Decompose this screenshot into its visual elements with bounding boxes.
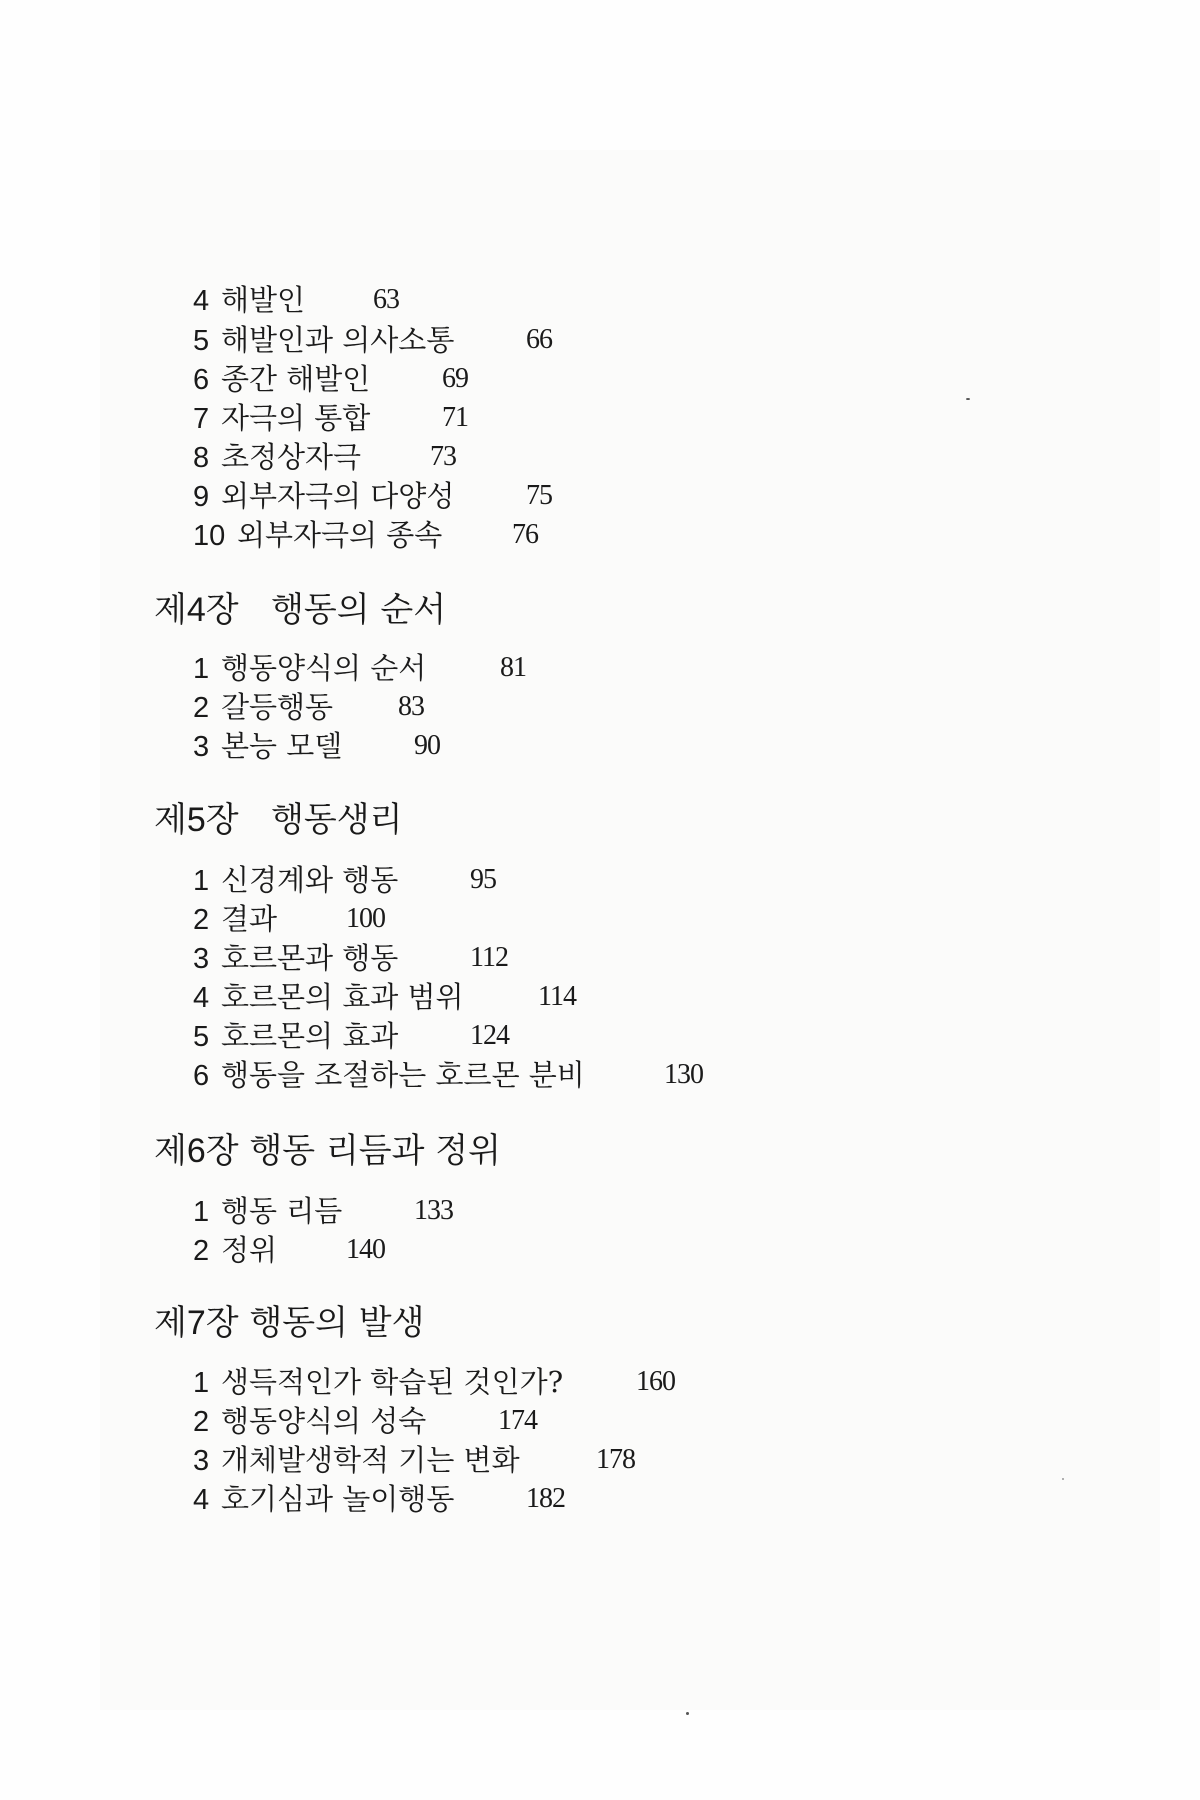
entry-title: 행동양식의 성숙 xyxy=(221,1404,427,1438)
entry-page: 95 xyxy=(470,864,496,895)
entry-title: 신경계와 행동 xyxy=(221,863,399,897)
chapter-prefix: 제 xyxy=(154,800,187,840)
entry-number: 9 xyxy=(193,481,210,513)
entry-number: 2 xyxy=(193,1406,210,1438)
chapter-prefix: 제 xyxy=(154,1303,187,1343)
entry-number: 10 xyxy=(193,520,226,552)
chapter-title: 행동생리 xyxy=(271,800,403,840)
entry-title: 외부자극의 종속 xyxy=(237,518,443,552)
toc-entry[interactable] xyxy=(193,361,468,398)
entry-page: 160 xyxy=(636,1366,675,1397)
entry-page: 73 xyxy=(430,441,456,472)
entry-title: 갈등행동 xyxy=(221,690,334,724)
entry-page: 178 xyxy=(596,1444,635,1475)
chapter-suffix: 장 xyxy=(205,1303,239,1343)
entry-page: 76 xyxy=(512,519,538,550)
entry-number: 3 xyxy=(193,1445,210,1477)
chapter-suffix: 장 xyxy=(205,590,239,630)
entry-number: 4 xyxy=(193,982,210,1014)
toc-entry[interactable] xyxy=(193,728,440,765)
entry-number: 6 xyxy=(193,1060,210,1092)
chapter-title: 행동의 발생 xyxy=(249,1303,425,1343)
entry-number: 2 xyxy=(193,1235,210,1267)
entry-title: 호르몬과 행동 xyxy=(221,941,399,975)
toc-entry[interactable] xyxy=(193,650,526,687)
toc-entry[interactable] xyxy=(193,400,468,437)
entry-page: 81 xyxy=(500,652,526,683)
chapter-number: 7 xyxy=(186,1304,206,1342)
toc-entry[interactable] xyxy=(193,1364,675,1401)
toc-entry[interactable] xyxy=(193,282,399,319)
entry-number: 1 xyxy=(193,1367,210,1399)
entry-title: 해발인 xyxy=(221,283,306,317)
entry-number: 4 xyxy=(193,1484,210,1516)
entry-page: 71 xyxy=(442,402,468,433)
entry-page: 182 xyxy=(526,1483,565,1514)
scan-speck xyxy=(1062,1478,1064,1480)
entry-page: 140 xyxy=(346,1234,385,1265)
chapter-prefix: 제 xyxy=(154,590,187,630)
chapter-heading[interactable] xyxy=(154,1130,501,1172)
chapter-heading[interactable] xyxy=(154,799,402,841)
toc-entry[interactable] xyxy=(193,901,385,938)
entry-number: 4 xyxy=(193,285,210,317)
toc-entry[interactable] xyxy=(193,1403,537,1440)
entry-title: 해발인과 의사소통 xyxy=(221,323,455,357)
entry-number: 1 xyxy=(193,653,210,685)
entry-page: 124 xyxy=(470,1020,509,1051)
entry-title: 행동양식의 순서 xyxy=(221,651,427,685)
chapter-title: 행동 리듬과 정위 xyxy=(249,1131,501,1171)
toc-entry[interactable] xyxy=(193,862,496,899)
entry-number: 7 xyxy=(193,403,210,435)
toc-entry[interactable] xyxy=(193,689,424,726)
chapter-number: 6 xyxy=(186,1132,206,1170)
entry-title: 정위 xyxy=(221,1233,278,1267)
chapter-suffix: 장 xyxy=(205,800,239,840)
entry-title: 개체발생학적 기는 변화 xyxy=(221,1443,520,1477)
chapter-title: 행동의 순서 xyxy=(271,590,447,630)
entry-number: 2 xyxy=(193,904,210,936)
entry-page: 75 xyxy=(526,480,552,511)
chapter-number: 4 xyxy=(186,591,206,629)
toc-entry[interactable] xyxy=(193,1018,509,1055)
entry-title: 종간 해발인 xyxy=(221,362,371,396)
entry-number: 1 xyxy=(193,1196,210,1228)
entry-number: 1 xyxy=(193,865,210,897)
entry-page: 83 xyxy=(398,691,424,722)
entry-page: 100 xyxy=(346,903,385,934)
scan-speck xyxy=(686,1712,689,1715)
scan-speck xyxy=(966,398,970,400)
entry-number: 5 xyxy=(193,325,210,357)
toc-entry[interactable] xyxy=(193,322,552,359)
toc-entry[interactable] xyxy=(193,979,576,1016)
toc-entry[interactable] xyxy=(193,940,508,977)
entry-number: 3 xyxy=(193,943,210,975)
toc-entry[interactable] xyxy=(193,1232,385,1269)
entry-page: 66 xyxy=(526,324,552,355)
toc-entry[interactable] xyxy=(193,1193,453,1230)
entry-page: 112 xyxy=(470,942,508,973)
toc-entry[interactable] xyxy=(193,517,538,554)
entry-page: 133 xyxy=(414,1195,453,1226)
entry-title: 호기심과 놀이행동 xyxy=(221,1482,455,1516)
entry-title: 본능 모델 xyxy=(221,729,343,763)
entry-page: 130 xyxy=(664,1059,703,1090)
toc-entry[interactable] xyxy=(193,1481,565,1518)
entry-page: 174 xyxy=(498,1405,537,1436)
toc-entry[interactable] xyxy=(193,1057,703,1094)
entry-number: 5 xyxy=(193,1021,210,1053)
chapter-heading[interactable] xyxy=(154,589,446,631)
entry-title: 호르몬의 효과 xyxy=(221,1019,399,1053)
entry-page: 114 xyxy=(538,981,576,1012)
toc-entry[interactable] xyxy=(193,1442,635,1479)
toc-entry[interactable] xyxy=(193,439,456,476)
entry-title: 생득적인가 학습된 것인가? xyxy=(221,1365,564,1399)
chapter-heading[interactable] xyxy=(154,1302,424,1344)
entry-title: 초정상자극 xyxy=(221,440,362,474)
entry-page: 63 xyxy=(373,284,399,315)
entry-title: 결과 xyxy=(221,902,278,936)
entry-number: 6 xyxy=(193,364,210,396)
entry-title: 호르몬의 효과 범위 xyxy=(221,980,464,1014)
entry-page: 90 xyxy=(414,730,440,761)
chapter-number: 5 xyxy=(186,801,206,839)
entry-number: 8 xyxy=(193,442,210,474)
entry-title: 외부자극의 다양성 xyxy=(221,479,455,513)
entry-page: 69 xyxy=(442,363,468,394)
toc-entry[interactable] xyxy=(193,478,552,515)
entry-title: 자극의 통합 xyxy=(221,401,371,435)
entry-title: 행동을 조절하는 호르몬 분비 xyxy=(221,1058,585,1092)
entry-number: 3 xyxy=(193,731,210,763)
chapter-prefix: 제 xyxy=(154,1131,187,1171)
chapter-suffix: 장 xyxy=(205,1131,239,1171)
entry-number: 2 xyxy=(193,692,210,724)
entry-title: 행동 리듬 xyxy=(221,1194,343,1228)
